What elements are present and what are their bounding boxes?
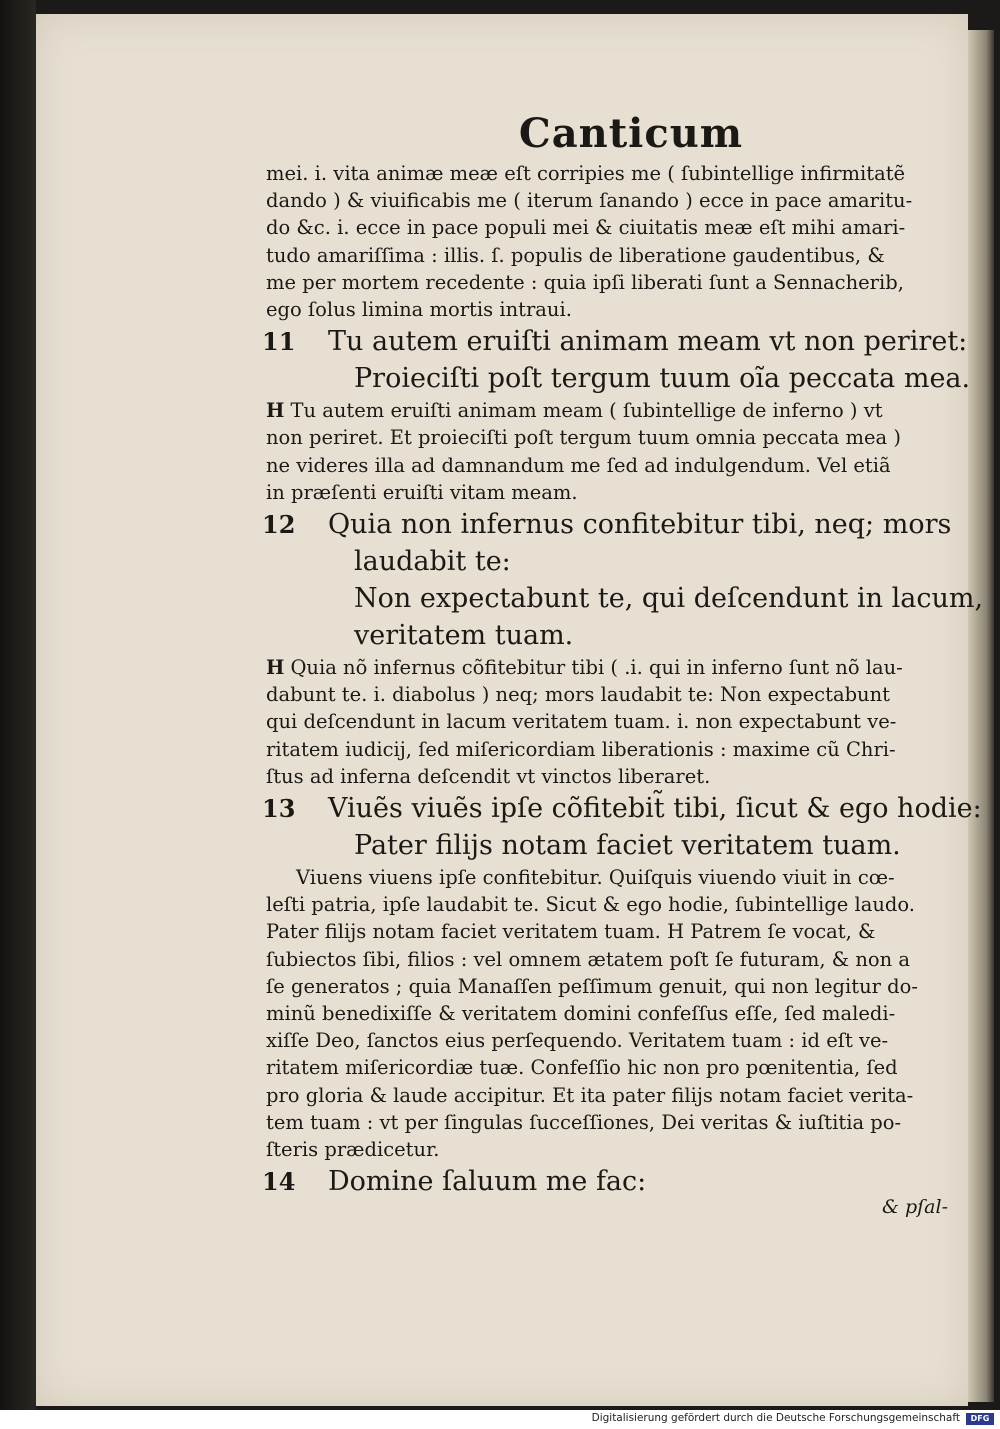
verse-block (262, 506, 984, 654)
commentary-marker: H (266, 656, 285, 680)
commentary-block (266, 397, 956, 506)
commentary-text: Tu autem eruiſti animam meam ( ſubintellige de inferno ) vt (290, 399, 883, 423)
commentary-block (266, 864, 956, 1163)
commentary-line: Viuens viuens ipſe confitebitur. Quiſquis viuendo viuit in cœ- (296, 866, 895, 890)
commentary-line (266, 397, 956, 424)
verse-line: Domine ſaluum me fac: (328, 1166, 647, 1198)
commentary-line: ritatem miſericordiæ tuæ. Confeſſio hic non pro pœnitentia, ſed (266, 1056, 898, 1080)
commentary-line: minũ benedixiſſe & veritatem domini confeſſus eſſe, ſed maledi- (266, 1002, 896, 1026)
commentary-line: tudo amariſſima : illis. ſ. populis de liberatione gaudentibus, & (266, 243, 885, 267)
catchword: & pſal- (882, 1196, 948, 1218)
text-block (262, 108, 984, 1200)
commentary-line: ſe generatos ; quia Manaſſen peſſimum genuit, qui non legitur do- (266, 974, 918, 998)
commentary-text: Quia nõ infernus cõfitebitur tibi ( .i. qui in inferno ſunt nõ lau- (290, 656, 903, 680)
commentary-line: ſubiectos ſibi, filios : vel omnem ætatem poſt ſe futuram, & non a (266, 947, 911, 971)
footer-bar (0, 1410, 1000, 1429)
verse-line: Quia non infernus confitebitur tibi, neq; mors (328, 509, 952, 541)
commentary-line: leſti patria, ipſe laudabit te. Sicut & ego hodie, ſubintellige laudo. (266, 893, 915, 917)
commentary-line: in præſenti eruiſti vitam meam. (266, 480, 578, 504)
verse-line: Non expectabunt te, qui deſcendunt in lacum, (354, 583, 984, 615)
verse-number: 13 (262, 794, 296, 824)
commentary-line: non periret. Et proieciſti poſt tergum tuum omnia peccata mea ) (266, 426, 901, 450)
commentary-line: qui deſcendunt in lacum veritatem tuam. i. non expectabunt ve- (266, 710, 897, 734)
commentary-line: ego ſolus limina mortis intraui. (266, 298, 572, 322)
page-edge (968, 30, 994, 1402)
commentary-block (266, 160, 956, 323)
verse-block (262, 323, 971, 397)
verse-line: Tu autem eruiſti animam meam vt non periret: (328, 326, 968, 358)
verse-block (262, 790, 982, 864)
verse-line: Viuẽs viuẽs ipſe cõfitebit̃ tibi, ſicut & ego hodie: (328, 793, 982, 825)
verse-number: 12 (262, 510, 296, 540)
commentary-marker: H (266, 399, 285, 423)
commentary-line: tem tuam : vt per ſingulas ſucceſſiones, Dei veritas & iuſtitia po- (266, 1110, 902, 1134)
verse-line: Pater filijs notam faciet veritatem tuam. (354, 830, 901, 862)
funding-credit: Digitalisierung gefördert durch die Deutsche Forschungsgemeinschaft (591, 1412, 960, 1424)
commentary-line: xiſſe Deo, ſanctos eius perſequendo. Veritatem tuam : id eſt ve- (266, 1029, 889, 1053)
commentary-block (266, 654, 956, 790)
commentary-line: ſteris prædicetur. (266, 1138, 440, 1162)
commentary-line: ne videres illa ad damnandum me ſed ad indulgendum. Vel etiã (266, 453, 891, 477)
commentary-line: dando ) & viuificabis me ( iterum ſanando ) ecce in pace amaritu- (266, 189, 913, 213)
running-head: Canticum (518, 110, 744, 157)
commentary-line: me per mortem recedente : quia ipſi liberati ſunt a Sennacherib, (266, 270, 904, 294)
binding-gutter (0, 0, 36, 1410)
verse-number: 14 (262, 1167, 296, 1197)
verse-block (262, 1163, 956, 1200)
commentary-line: do &c. i. ecce in pace populi mei & ciuitatis meæ eſt mihi amari- (266, 216, 906, 240)
commentary-line: Pater filijs notam faciet veritatem tuam. H Patrem ſe vocat, & (266, 920, 876, 944)
verse-line: Proieciſti poſt tergum tuum oĩa peccata mea. (354, 363, 971, 395)
commentary-line: pro gloria & laude accipitur. Et ita pater filijs notam faciet verita- (266, 1083, 914, 1107)
dfg-logo: DFG (966, 1413, 994, 1425)
verse-line: veritatem tuam. (354, 620, 574, 652)
verse-line: laudabit te: (354, 546, 511, 578)
commentary-line: dabunt te. i. diabolus ) neq; mors laudabit te: Non expectabunt (266, 683, 890, 707)
commentary-line: mei. i. vita animæ meæ eſt corripies me ( ſubintellige infirmitatẽ (266, 162, 906, 185)
page-body (262, 160, 984, 1200)
commentary-line: ſtus ad inferna deſcendit vt vinctos liberaret. (266, 764, 711, 788)
commentary-line: ritatem iudicij, ſed miſericordiam liberationis : maxime cũ Chri- (266, 737, 896, 761)
verse-number: 11 (262, 327, 296, 357)
commentary-line (266, 654, 956, 681)
